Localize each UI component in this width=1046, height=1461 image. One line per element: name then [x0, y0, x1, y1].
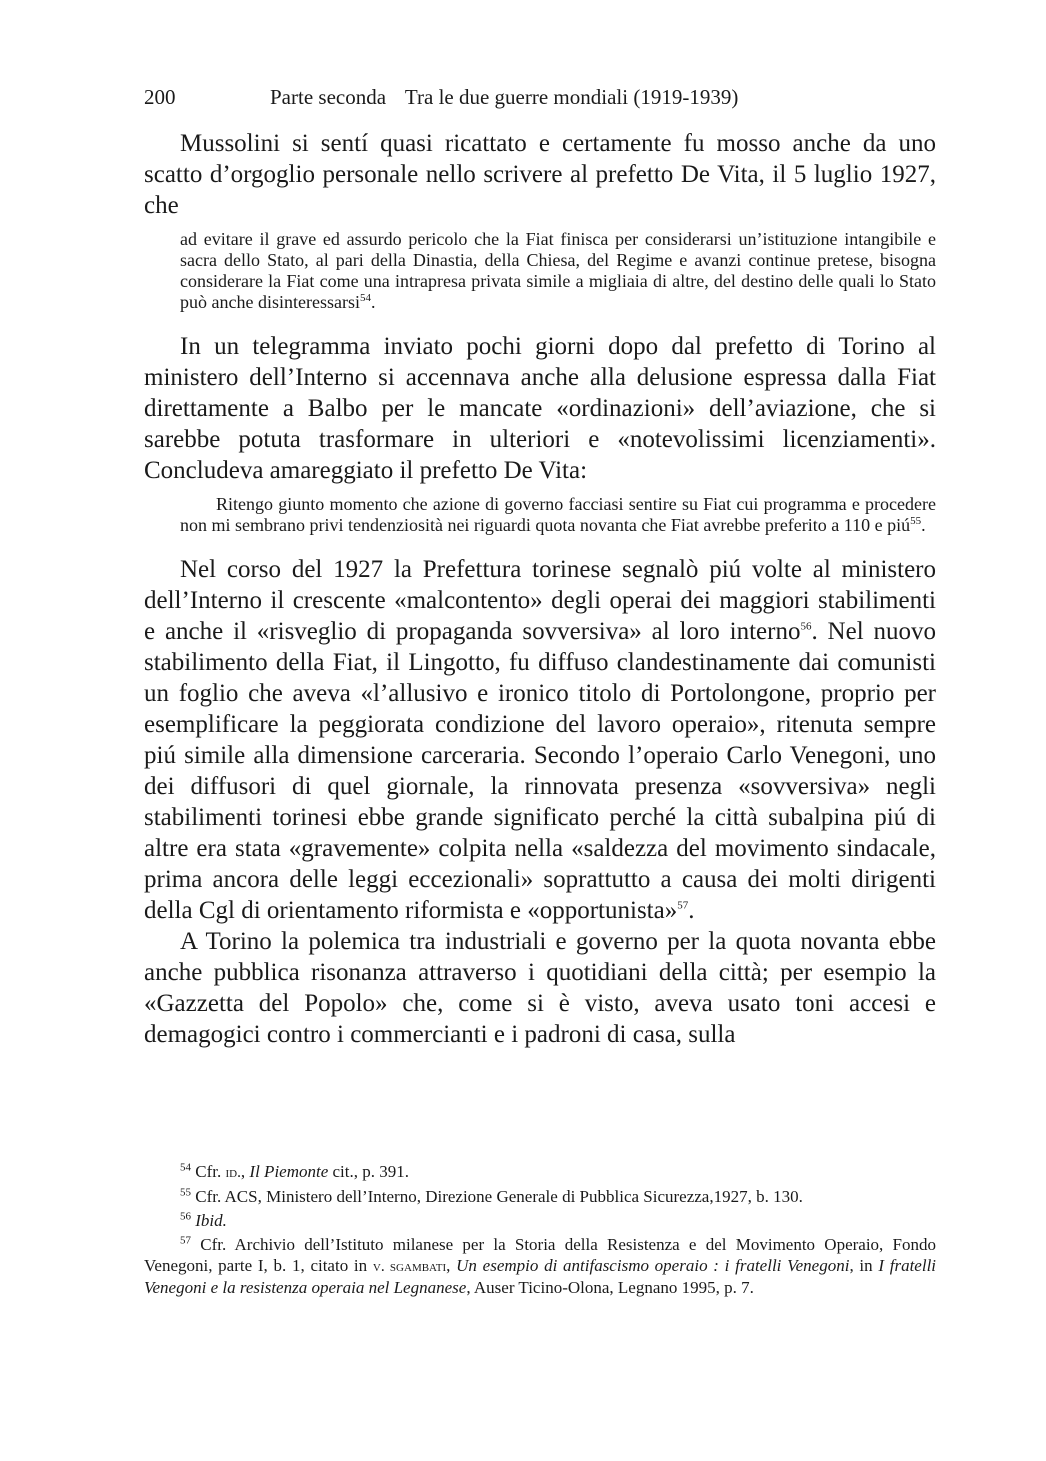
footnote-54-author: id.: [225, 1164, 241, 1181]
footnote-54-text-c: cit., p. 391.: [328, 1162, 410, 1181]
footnote-number: 55: [180, 1186, 191, 1199]
quote-2-end: .: [921, 515, 926, 535]
running-header: [144, 84, 934, 110]
quote-2-text: Ritengo giunto momento che azione di governo facciasi sentire su Fiat cui programma e procedere non mi sembrano privi tendenziosità nei riguardi quota novanta che Fiat avrebbe preferito a 110 e piú: [180, 494, 936, 535]
footnote-ref-57: 57: [677, 899, 689, 912]
body-text: [144, 128, 936, 1050]
footnote-57: [144, 1234, 936, 1298]
footnote-57-text-c: , in: [849, 1256, 879, 1275]
footnote-54: [144, 1161, 936, 1183]
footnote-ref-54: 54: [359, 292, 371, 304]
footnote-56-text: Ibid.: [195, 1211, 227, 1230]
paragraph-3: [144, 554, 936, 926]
footnote-57-title-2: I fratelli Venegoni e la resistenza operaia nel Legnanese: [144, 1256, 937, 1297]
section-title: Parte seconda: [270, 85, 387, 109]
footnotes: [144, 1161, 936, 1301]
chapter-title: Tra le due guerre mondiali (1919-1939): [404, 85, 739, 109]
footnote-54-text-b: ,: [240, 1162, 250, 1181]
quote-1-end: .: [370, 292, 376, 312]
quote-1-text: ad evitare il grave ed assurdo pericolo che la Fiat finisca per considerarsi un’istituzione intangibile e sacra dello Stato, al pari della Dinastia, della Chiesa, del Regime e avanzi continue pretese, bisogna considerare la Fiat come una intrapresa privata simile a migliaia di altre, del destino delle quali lo Stato può anche disinteressarsi: [180, 229, 936, 312]
paragraph-4: A Torino la polemica tra industriali e governo per la quota novanta ebbe anche pubblica risonanza attraverso i quotidiani della città; per esempio la «Gazzetta del Popolo» che, come si è visto, aveva usato toni accesi e demagogici contro i commercianti e i padroni di casa, sulla: [144, 928, 936, 1048]
paragraph-3-part-c: .: [688, 897, 695, 924]
footnote-56: [144, 1210, 936, 1231]
paragraph-3-part-b: . Nel nuovo stabilimento della Fiat, il Lingotto, fu diffuso clandestinamente dai comunisti un foglio che aveva «l’allusivo e ironico titolo di Portolongone, proprio per esemplificare la peggiorata condizione del lavoro operaio», ritenuta sempre piú simile alla dimensione carceraria. Secondo l’operaio Carlo Venegoni, uno dei diffusori di quel giornale, la rinnovata presenza «sovversiva» negli stabilimenti torinesi ebbe grande significato perché la città subalpina piú di altre era stata «gravemente» colpita nella «saldezza del movimento sindacale, prima ancora delle leggi eccezionali» soprattutto a causa dei molti dirigenti della Cgl di orientamento riformista e «opportunista»: [144, 618, 936, 924]
footnote-54-title: Il Piemonte: [249, 1162, 329, 1181]
footnote-number: 57: [180, 1234, 191, 1247]
page-number: 200: [144, 85, 176, 109]
footnote-ref-56: 56: [800, 620, 812, 633]
footnote-number: 54: [180, 1161, 191, 1174]
footnote-57-text-d: , Auser Ticino-Olona, Legnano 1995, p. 7.: [466, 1278, 754, 1297]
footnote-57-text-b: ,: [446, 1256, 457, 1275]
paragraph-1: Mussolini si sentí quasi ricattato e certamente fu mosso anche da uno scatto d’orgoglio personale nello scrivere al prefetto De Vita, il 5 luglio 1927, che: [144, 130, 936, 219]
footnote-57-author: v. sgambati: [372, 1258, 447, 1275]
block-quote-2: [180, 494, 936, 536]
footnote-ref-55: 55: [910, 515, 922, 527]
footnote-55-text: Cfr. ACS, Ministero dell’Interno, Direzione Generale di Pubblica Sicurezza,1927, b. 130.: [195, 1187, 803, 1206]
footnote-number: 56: [180, 1210, 191, 1223]
footnote-57-text-a: Cfr. Archivio dell’Istituto milanese per la Storia della Resistenza e del Movimento Operaio, Fondo Venegoni, parte I, b. 1, citato in: [144, 1235, 936, 1275]
footnote-54-text-a: Cfr.: [195, 1162, 226, 1181]
footnote-57-title-1: Un esempio di antifascismo operaio : i fratelli Venegoni: [456, 1256, 850, 1275]
block-quote-1: [180, 229, 936, 313]
footnote-55: [144, 1186, 936, 1207]
paragraph-3-part-a: Nel corso del 1927 la Prefettura torinese segnalò piú volte al ministero dell’Interno il crescente «malcontento» degli operai dei maggiori stabilimenti e anche il «risveglio di propaganda sovversiva» al loro interno: [144, 556, 936, 645]
paragraph-2: In un telegramma inviato pochi giorni dopo dal prefetto di Torino al ministero dell’Interno si accennava anche alla delusione espressa dalla Fiat direttamente a Balbo per le mancate «ordinazioni» dell’aviazione, che si sarebbe potuta trasformare in ulteriori e «notevolissimi licenziamenti». Concludeva amareggiato il prefetto De Vita:: [144, 333, 936, 484]
